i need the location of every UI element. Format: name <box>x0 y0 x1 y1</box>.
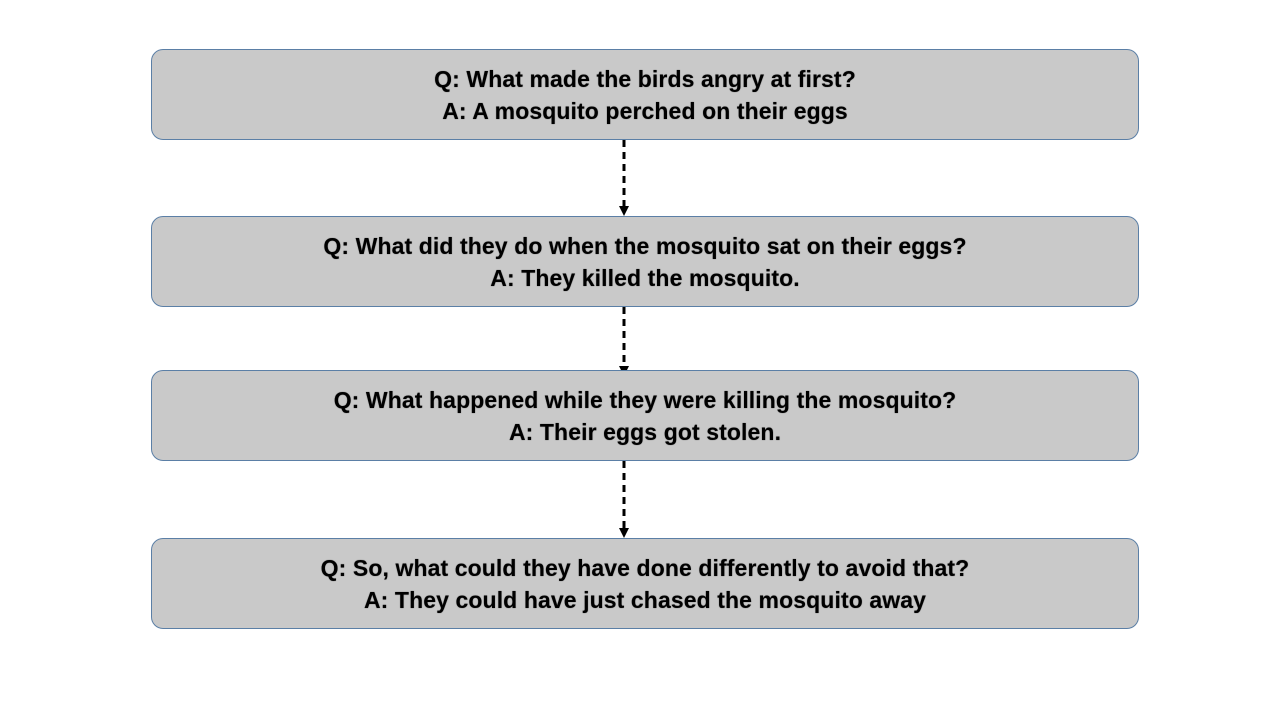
answer-text: A: They could have just chased the mosquito away <box>363 586 927 613</box>
answer-text: A: They killed the mosquito. <box>490 264 800 291</box>
question-text: Q: What did they do when the mosquito sat on their eggs? <box>323 232 967 259</box>
qa-box-4 <box>151 538 1139 629</box>
question-text: Q: What made the birds angry at first? <box>434 65 856 92</box>
qa-box-3 <box>151 370 1139 461</box>
answer-text: A: Their eggs got stolen. <box>508 418 782 445</box>
qa-box-2 <box>151 216 1139 307</box>
dashed-arrow-1 <box>617 140 631 217</box>
dashed-arrow-2 <box>617 307 631 377</box>
question-text: Q: What happened while they were killing the mosquito? <box>333 386 957 413</box>
answer-text: A: A mosquito perched on their eggs <box>442 97 848 124</box>
question-text: Q: So, what could they have done differently to avoid that? <box>320 554 970 581</box>
dashed-arrow-3 <box>617 461 631 539</box>
qa-box-1 <box>151 49 1139 140</box>
